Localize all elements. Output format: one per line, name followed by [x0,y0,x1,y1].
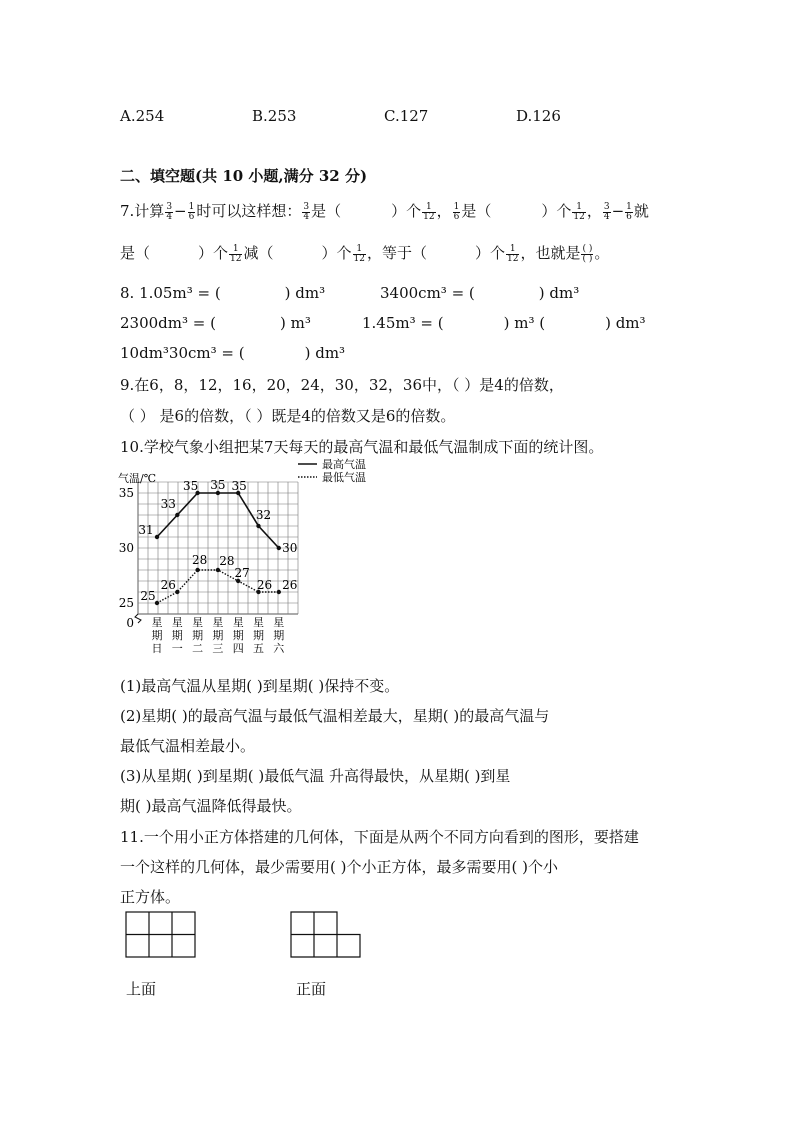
data-label: 25 [140,589,156,603]
data-label: 35 [210,478,226,492]
data-label: 33 [160,497,176,511]
x-tick-label: 星 [273,616,285,629]
x-tick-label: 星 [151,616,163,629]
x-tick-label: 一 [171,642,183,655]
data-point [175,513,179,517]
axis-break [135,614,141,623]
x-tick-label: 四 [232,642,244,655]
option-c: C.127 [384,107,429,125]
data-point [277,590,281,594]
data-point [195,568,199,572]
q8-d: 1.45m³ = ( ) m³ ( ) dm³ [362,314,646,332]
data-label: 35 [182,479,199,493]
data-label: 35 [231,479,247,493]
legend-min-label: 最低气温 [322,471,366,484]
q10-s2a: (2)星期( )的最高气温与最低气温相差最大，星期( )的最高气温与 [120,707,550,725]
q11-line3: 正方体。 [120,888,181,906]
q10-s2b: 最低气温相差最小。 [120,737,256,755]
chart-legend [298,457,366,484]
x-tick-label: 三 [212,642,224,655]
q8-e: 10dm³30cm³ = ( ) dm³ [120,344,346,362]
y-ticks [119,486,134,630]
x-tick-label: 期 [253,629,264,642]
data-label: 31 [138,523,154,537]
data-label: 26 [160,578,176,592]
y-tick-label: 0 [126,615,134,630]
q9-line1: 9.在6，8，12，16，20，24，30，32，36中，（ ）是4的倍数， [120,376,564,394]
option-b: B.253 [252,107,297,125]
legend-max-label: 最高气温 [322,458,366,471]
front-view-label: 正面 [296,980,327,998]
x-tick-label: 星 [253,616,264,629]
x-tick-label: 星 [192,616,204,629]
data-label: 26 [256,578,273,592]
q10-s3a: (3)从星期( )到星期( )最低气温 升高得最快，从星期( )到星 [120,767,511,785]
x-tick-label: 期 [232,629,244,642]
x-tick-label: 期 [212,629,224,642]
y-tick-label: 25 [118,596,134,610]
q10-s1: (1)最高气温从星期( )到星期( )保持不变。 [120,677,400,695]
y-tick-label: 35 [118,486,134,500]
data-label: 27 [234,566,250,580]
x-tick-label: 六 [273,642,285,655]
x-tick-label: 期 [171,629,183,642]
q11-line2: 一个这样的几何体，最少需要用( )个小正方体，最多需要用( )个小 [120,858,558,876]
q8-a: 8. 1.05m³ = ( ) dm³ [120,284,326,302]
data-point [155,535,159,539]
q10-s3b: 期( )最高气温降低得最快。 [120,797,302,815]
series-min-temp [140,553,297,605]
x-tick-label: 期 [192,629,204,642]
data-label: 32 [255,508,272,522]
data-label: 26 [282,578,298,592]
data-point [216,568,220,572]
x-tick-label: 五 [253,642,264,655]
top-view-figure [125,911,197,959]
option-a: A.254 [120,107,165,125]
q11-line1: 11.一个用小正方体搭建的几何体，下面是从两个不同方向看到的图形，要搭建 [120,828,639,846]
top-view-label: 上面 [126,980,157,998]
q10-intro: 10.学校气象小组把某7天每天的最高气温和最低气温制成下面的统计图。 [120,438,604,456]
data-point [256,524,260,528]
x-tick-label: 期 [151,629,163,642]
x-tick-label: 二 [192,642,204,655]
data-label: 30 [282,541,298,555]
q7-line2: 是（ ）个 $\frac{1}{12}$ 减（ ）个 $\frac{1}{12}$ ，等于（ ）个 $\frac{1}{12}$ ，也就是 $\frac{( )}{( )}$ 。 [120,243,610,264]
y-axis-label: 气温/℃ [118,472,157,485]
x-tick-label: 星 [232,616,244,629]
x-tick-label: 星 [171,616,183,629]
section-title: 二、填空题(共 10 小题,满分 32 分) [120,167,368,185]
option-d: D.126 [516,107,561,125]
x-ticks [152,616,286,655]
data-label: 28 [219,554,235,568]
front-view-figure [290,911,362,959]
x-tick-label: 日 [151,642,163,655]
temperature-chart [110,452,400,662]
chart-grid [135,482,298,623]
x-tick-label: 期 [273,629,285,642]
y-tick-label: 30 [118,541,134,555]
x-tick-label: 星 [212,616,224,629]
data-label: 28 [191,553,208,567]
q8-c: 2300dm³ = ( ) m³ [120,314,311,332]
q8-b: 3400cm³ = ( ) dm³ [380,284,580,302]
q7-line1: 7.计算 $\frac{3}{4}$ − $\frac{1}{6}$ 时可以这样想： $\frac{3}{4}$ 是（ ）个 $\frac{1}{12}$ ， $\frac{1}{6}$ 是（ ）个 $\frac{1}{12}$ ， $\frac{3}{4}$ − $\frac{1}{6}$ 就 [120,201,649,222]
data-point [277,546,281,550]
q9-line2: （ ） 是6的倍数，（ ）既是4的倍数又是6的倍数。 [120,407,456,425]
